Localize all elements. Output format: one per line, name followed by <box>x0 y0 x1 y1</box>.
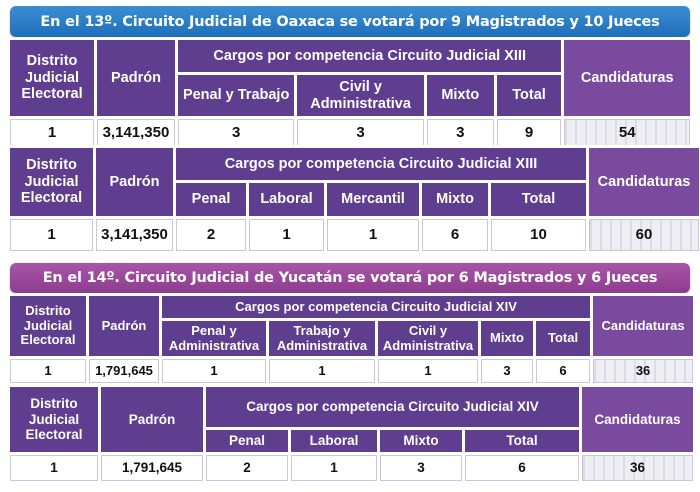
column-header: Mercantil <box>327 183 419 216</box>
distrito-header: Distrito Judicial Electoral <box>10 387 98 452</box>
value-cell: 1 <box>249 219 324 251</box>
column-header: Penal y Administrativa <box>162 321 266 356</box>
value-cell: 1 <box>378 359 478 383</box>
candidaturas-cell: 54 <box>564 119 690 146</box>
padron-header: Padrón <box>89 296 159 356</box>
value-cell: 6 <box>536 359 590 383</box>
value-cell: 3 <box>380 455 462 481</box>
cargos-header: Cargos por competencia Circuito Judicial XIII <box>176 148 586 180</box>
candidaturas-header: Candidaturas <box>589 148 699 216</box>
column-header: Trabajo y Administrativa <box>269 321 375 356</box>
padron-cell: 3,141,350 <box>97 119 175 146</box>
column-header: Penal y Trabajo <box>178 75 294 116</box>
yucatan-magistrados-table <box>7 293 696 386</box>
value-cell: 3 <box>297 119 424 146</box>
candidaturas-header: Candidaturas <box>582 387 693 452</box>
value-cell: 1 <box>162 359 266 383</box>
yucatan-banner <box>10 263 690 293</box>
value-cell: 1 <box>327 219 419 251</box>
column-header: Civil y Administrativa <box>378 321 478 356</box>
padron-header: Padrón <box>97 40 175 116</box>
value-cell: 1 <box>269 359 375 383</box>
value-cell: 6 <box>422 219 488 251</box>
padron-cell: 1,791,645 <box>89 359 159 383</box>
cargos-header: Cargos por competencia Circuito Judicial XIV <box>206 387 579 427</box>
table-row <box>10 219 699 251</box>
column-header: Laboral <box>249 183 324 216</box>
table-row <box>10 119 690 146</box>
value-cell: 2 <box>206 455 288 481</box>
oaxaca-magistrados-table <box>7 37 693 149</box>
column-header: Mixto <box>427 75 494 116</box>
column-header: Laboral <box>291 430 377 452</box>
column-header: Total <box>465 430 579 452</box>
oaxaca-banner <box>10 6 690 37</box>
candidaturas-header: Candidaturas <box>593 296 693 356</box>
oaxaca-banner-text: En el 13º. Circuito Judicial de Oaxaca se votará por 9 Magistrados y 10 Jueces <box>40 13 660 30</box>
distrito-cell: 1 <box>10 455 98 481</box>
candidaturas-cell: 36 <box>582 455 693 481</box>
candidaturas-cell: 60 <box>589 219 699 251</box>
column-header: Mixto <box>380 430 462 452</box>
column-header: Total <box>497 75 562 116</box>
value-cell: 1 <box>291 455 377 481</box>
distrito-cell: 1 <box>10 119 94 146</box>
value-cell: 10 <box>491 219 586 251</box>
yucatan-jueces-table <box>7 384 696 484</box>
column-header: Total <box>536 321 590 356</box>
padron-cell: 3,141,350 <box>96 219 173 251</box>
value-cell: 2 <box>176 219 246 251</box>
column-header: Penal <box>176 183 246 216</box>
cargos-header: Cargos por competencia Circuito Judicial XIII <box>178 40 562 72</box>
distrito-header: Distrito Judicial Electoral <box>10 40 94 116</box>
column-header: Penal <box>206 430 288 452</box>
table-row <box>10 359 693 383</box>
value-cell: 3 <box>481 359 533 383</box>
value-cell: 3 <box>178 119 294 146</box>
candidaturas-header: Candidaturas <box>564 40 690 116</box>
column-header: Mixto <box>481 321 533 356</box>
column-header: Mixto <box>422 183 488 216</box>
candidaturas-cell: 36 <box>593 359 693 383</box>
column-header: Civil y Administrativa <box>297 75 424 116</box>
padron-header: Padrón <box>101 387 203 452</box>
value-cell: 3 <box>427 119 494 146</box>
value-cell: 9 <box>497 119 562 146</box>
distrito-header: Distrito Judicial Electoral <box>10 296 86 356</box>
distrito-cell: 1 <box>10 219 93 251</box>
oaxaca-jueces-table <box>7 145 700 254</box>
padron-cell: 1,791,645 <box>101 455 203 481</box>
table-row <box>10 455 693 481</box>
distrito-cell: 1 <box>10 359 86 383</box>
distrito-header: Distrito Judicial Electoral <box>10 148 93 216</box>
yucatan-banner-text: En el 14º. Circuito Judicial de Yucatán se votará por 6 Magistrados y 6 Jueces <box>42 270 658 286</box>
padron-header: Padrón <box>96 148 173 216</box>
column-header: Total <box>491 183 586 216</box>
value-cell: 6 <box>465 455 579 481</box>
cargos-header: Cargos por competencia Circuito Judicial XIV <box>162 296 590 318</box>
